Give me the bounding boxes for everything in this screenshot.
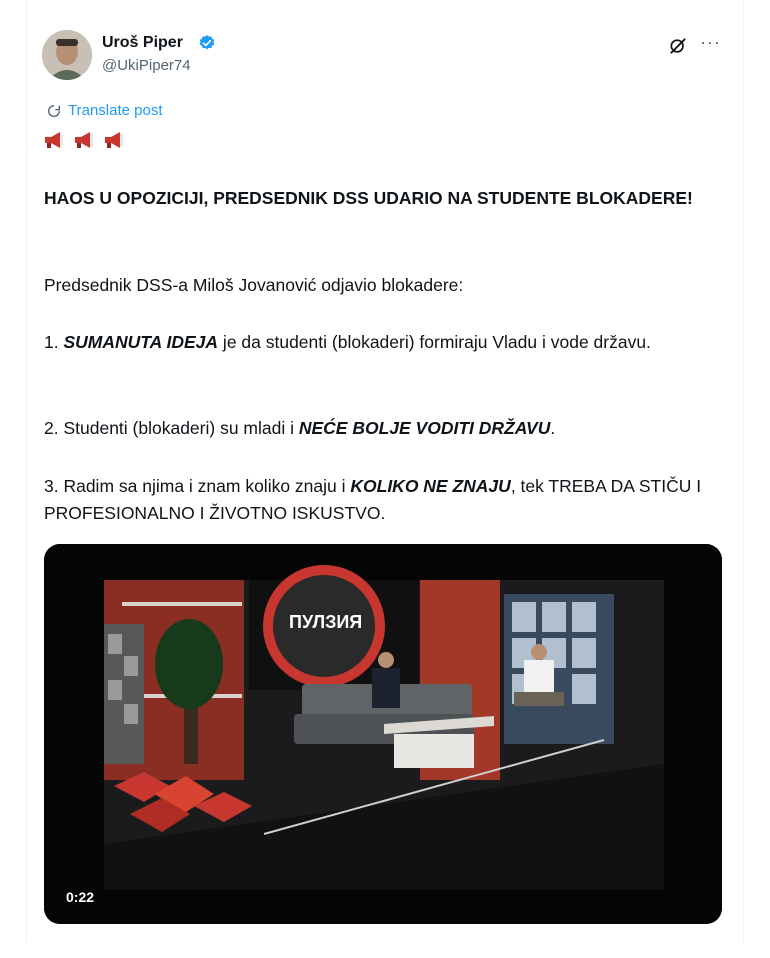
- author-name[interactable]: Uroš Piper: [102, 34, 183, 51]
- megaphone-icon: [42, 131, 70, 149]
- post-point-3: [44, 473, 714, 527]
- megaphone-icon: [102, 131, 130, 149]
- translate-label: Translate post: [68, 102, 163, 119]
- author-handle[interactable]: @UkiPiper74: [102, 57, 191, 74]
- grok-icon[interactable]: [668, 36, 688, 56]
- translate-icon: [46, 103, 62, 119]
- point-3-emphasis: KOLIKO NE ZNAJU: [350, 476, 511, 496]
- post-headline: HAOS U OPOZICIJI, PREDSEDNIK DSS UDARIO NA STUDENTE BLOKADERE!: [44, 188, 693, 208]
- post-point-1: [44, 329, 714, 356]
- megaphone-emojis: [42, 131, 130, 149]
- video-frame: [44, 544, 722, 924]
- verified-badge-icon: [198, 34, 216, 52]
- more-options-icon[interactable]: ···: [700, 32, 721, 52]
- point-2-rest: .: [550, 418, 556, 438]
- point-3-rest: , tek TREBA DA STIČU I PROFESIONALNO I ŽIVOTNO ISKUSTVO.: [44, 476, 702, 523]
- video-player[interactable]: [44, 544, 722, 924]
- point-1-emphasis: SUMANUTA IDEJA: [63, 332, 219, 352]
- video-logo-text: ПУЛЗИЯ: [289, 612, 363, 632]
- megaphone-icon: [72, 131, 100, 149]
- post-intro: Predsednik DSS-a Miloš Jovanović odjavio blokadere:: [44, 275, 464, 295]
- point-2-prefix: 2. Studenti (blokaderi) su mladi i: [44, 418, 299, 438]
- video-duration: 0:22: [66, 889, 95, 905]
- point-1-prefix: 1.: [44, 332, 64, 352]
- translate-post-link[interactable]: [46, 102, 163, 119]
- avatar[interactable]: [42, 30, 92, 80]
- point-3-prefix: 3. Radim sa njima i znam koliko znaju i: [44, 476, 351, 496]
- point-2-emphasis: NEĆE BOLJE VODITI DRŽAVU: [298, 418, 551, 438]
- point-1-rest: je da studenti (blokaderi) formiraju Vladu i vode državu.: [218, 332, 651, 352]
- post-point-2: [44, 415, 714, 442]
